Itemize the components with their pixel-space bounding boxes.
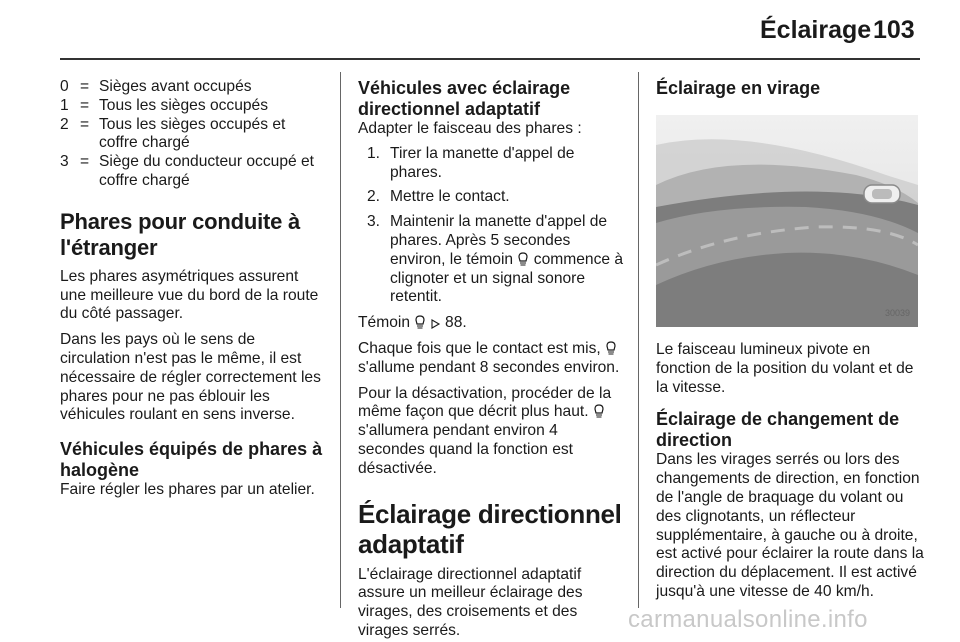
headlight-indicator-icon <box>593 404 605 419</box>
paragraph: Le faisceau lumineux pivote en fonction de la position du volant et de la vitesse. <box>656 341 914 396</box>
paragraph: Adapter le faisceau des phares : <box>358 120 582 137</box>
cornering-light-illustration <box>656 115 918 327</box>
paragraph: Dans les virages serrés ou lors des changements de direction, en fonction de l'angle de braquage du volant ou des clignotants, un réflecteur supplémentaire, à gauche ou à droite, est activé pour éclairer la route dans la direction du déplacement. Il est activé jusqu'à une vitesse de 40 km/h. <box>656 451 924 600</box>
subsection-heading: Véhicules avec éclairage directionnel adaptatif <box>358 78 571 119</box>
column-right <box>656 78 924 602</box>
headlight-indicator-icon <box>605 341 617 356</box>
paragraph: Pour la désactivation, procéder de la même façon que décrit plus haut. s'allumera pendant environ 4 secondes quand la fonction est désactivée. <box>358 384 612 477</box>
column-left <box>60 78 328 500</box>
page-title: Éclairage <box>760 16 872 44</box>
subsection-heading: Véhicules équipés de phares à halogène <box>60 439 323 481</box>
paragraph: Les phares asymétriques assurent une meilleure vue du bord de la route du côté passager. <box>60 267 319 323</box>
page-reference: 88. <box>445 314 467 332</box>
subsection-heading: Éclairage de changement de direction <box>656 409 900 451</box>
numbered-step: 1. Tirer la manette d'appel de phares. <box>367 144 575 181</box>
chapter-heading: Éclairage directionnel adaptatif <box>358 498 622 559</box>
column-divider <box>340 72 341 608</box>
page-reference-arrow-icon <box>431 318 441 330</box>
paragraph: Chaque fois que le contact est mis, s'allume pendant 8 secondes environ. <box>358 339 620 376</box>
numbered-step: 3. Maintenir la manette d'appel de phares. Après 5 secondes environ, le témoin commence à clignoter et un signal sonore retentit. <box>367 213 624 306</box>
page-number: 103 <box>873 16 915 44</box>
paragraph: Faire régler les phares par un atelier. <box>60 481 315 499</box>
section-heading: Phares pour conduite à l'étranger <box>60 208 301 260</box>
subsection-heading: Éclairage en virage <box>656 78 821 98</box>
paragraph: L'éclairage directionnel adaptatif assure un meilleur éclairage des virages, des croisements et des virages serrés. <box>358 565 583 639</box>
list-item: 3 = Siège du conducteur occupé et coffre chargé <box>60 153 315 189</box>
column-middle <box>358 78 626 641</box>
paragraph: Témoin 88. <box>358 314 467 332</box>
watermark: carmanualsonline.info <box>628 606 868 633</box>
paragraph: Dans les pays où le sens de circulation n'est pas le même, il est nécessaire de régler correctement les phares pour ne pas éblouir les véhicules roulant en sens inverse. <box>60 331 321 424</box>
list-item: 2 = Tous les sièges occupés et coffre chargé <box>60 115 286 152</box>
headlight-indicator-icon <box>517 252 529 267</box>
figure-number: 30039 <box>884 308 910 319</box>
illustration-graphic <box>656 115 918 327</box>
list-item: 0 = Sièges avant occupés <box>60 78 252 95</box>
header-divider <box>60 58 920 60</box>
numbered-step: 2. Mettre le contact. <box>367 188 510 206</box>
headlight-indicator-icon <box>414 315 426 330</box>
list-item: 1 = Tous les sièges occupés <box>60 96 269 114</box>
column-divider <box>638 72 639 608</box>
